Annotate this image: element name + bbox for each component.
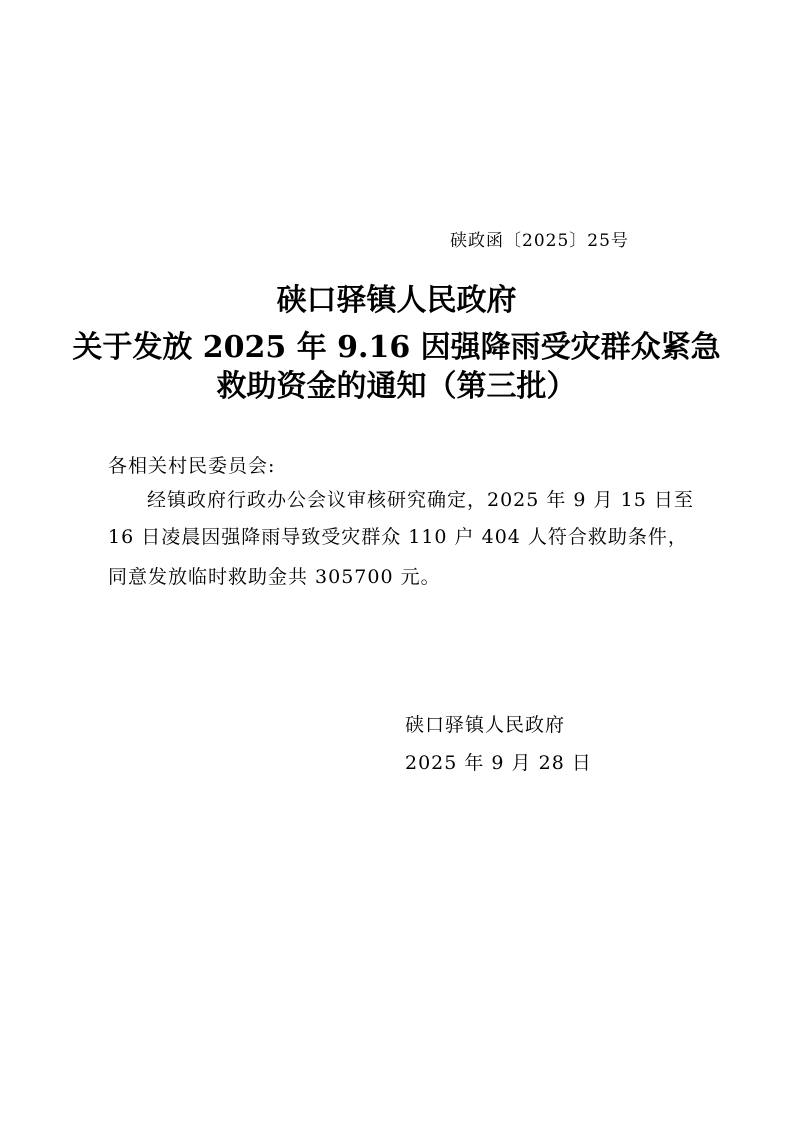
document-number: 硖政函〔2025〕25号 [450,231,629,251]
title-line-3: 救助资金的通知（第三批） [216,369,577,404]
signature-organization: 硖口驿镇人民政府 [405,714,566,736]
paragraph-line-3: 同意发放临时救助金共 305700 元。 [108,566,441,588]
signature-date: 2025 年 9 月 28 日 [405,752,592,774]
paragraph-line-1: 经镇政府行政办公会议审核研究确定，2025 年 9 月 15 日至 [147,489,694,511]
salutation: 各相关村民委员会: [108,455,276,477]
title-line-1: 硖口驿镇人民政府 [276,283,517,318]
title-line-2: 关于发放 2025 年 9.16 因强降雨受灾群众紧急 [72,330,721,365]
paragraph-line-2: 16 日凌晨因强降雨导致受灾群众 110 户 404 人符合救助条件， [108,526,688,548]
